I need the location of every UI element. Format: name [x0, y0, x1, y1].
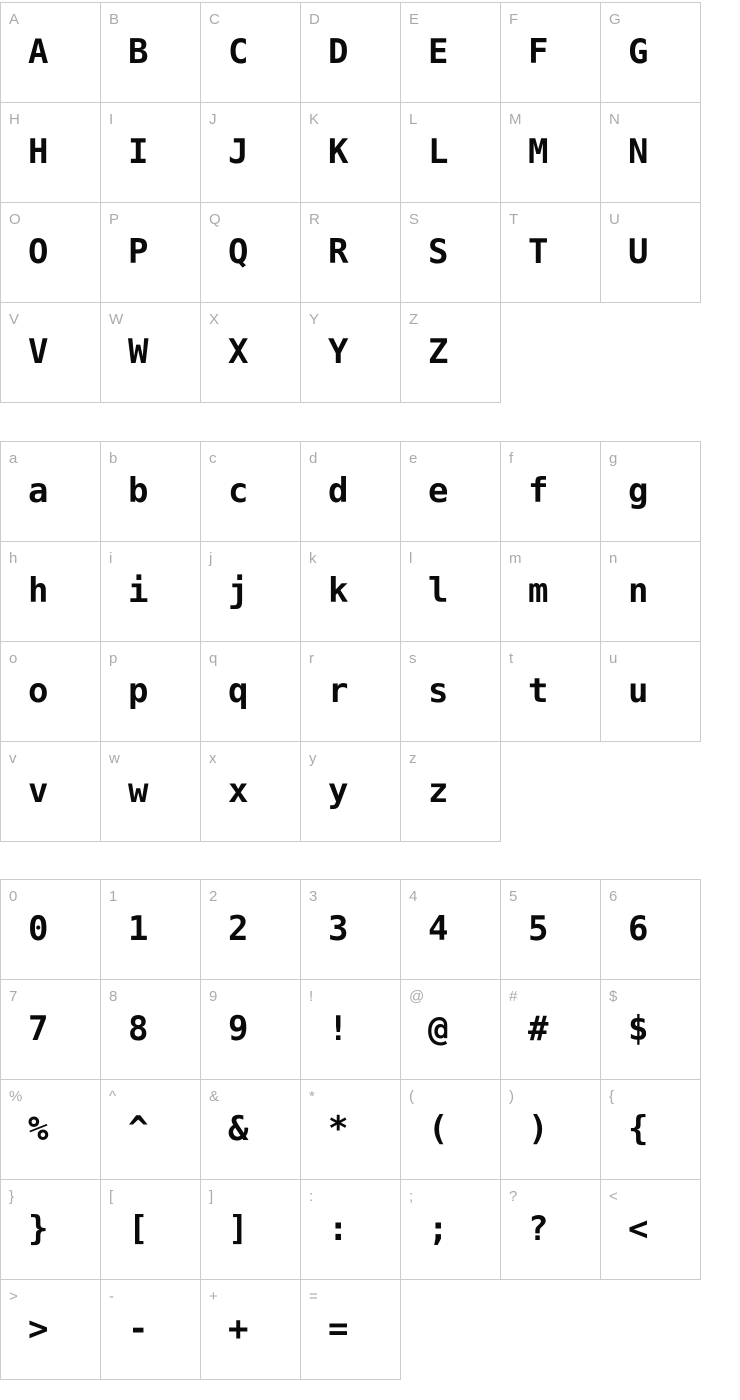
- cell-glyph: m: [528, 571, 547, 611]
- cell-character-label: m: [509, 550, 522, 567]
- cell-character-label: -: [109, 1288, 114, 1305]
- cell-glyph: N: [628, 132, 647, 172]
- cell-glyph: R: [328, 232, 347, 272]
- glyph-cell: [501, 642, 601, 742]
- glyph-cell: [401, 3, 501, 103]
- cell-glyph: S: [428, 232, 447, 272]
- cell-character-label: p: [109, 650, 118, 667]
- cell-glyph: :: [328, 1209, 347, 1249]
- glyph-cell: [201, 203, 301, 303]
- cell-character-label: &: [209, 1088, 220, 1105]
- glyph-cell: [501, 980, 601, 1080]
- glyph-cell: [501, 542, 601, 642]
- cell-character-label: W: [109, 311, 124, 328]
- cell-glyph: p: [128, 671, 147, 711]
- cell-character-label: v: [9, 750, 17, 767]
- cell-glyph: a: [28, 471, 47, 511]
- cell-glyph: H: [28, 132, 47, 172]
- glyph-cell: [501, 442, 601, 542]
- cell-character-label: x: [209, 750, 217, 767]
- cell-character-label: f: [509, 450, 514, 467]
- glyph-cell: [1, 303, 101, 403]
- cell-glyph: ?: [528, 1209, 547, 1249]
- cell-character-label: K: [309, 111, 320, 128]
- glyph-cell: [1, 442, 101, 542]
- cell-glyph: $: [628, 1009, 647, 1049]
- glyph-cell: [501, 103, 601, 203]
- glyph-cell: [601, 442, 701, 542]
- glyph-cell: [101, 103, 201, 203]
- cell-character-label: 2: [209, 888, 218, 905]
- cell-glyph: 3: [328, 909, 347, 949]
- cell-glyph: w: [128, 771, 147, 811]
- glyph-cell: [1, 3, 101, 103]
- glyph-cell: [1, 880, 101, 980]
- cell-glyph: =: [328, 1309, 347, 1349]
- cell-glyph: 6: [628, 909, 647, 949]
- cell-character-label: J: [209, 111, 217, 128]
- glyph-cell: [101, 203, 201, 303]
- cell-character-label: 8: [109, 988, 118, 1005]
- cell-glyph: b: [128, 471, 147, 511]
- cell-character-label: e: [409, 450, 418, 467]
- glyph-cell: [101, 3, 201, 103]
- cell-character-label: =: [309, 1288, 318, 1305]
- glyph-cell: [201, 1080, 301, 1180]
- cell-character-label: 5: [509, 888, 518, 905]
- cell-character-label: s: [409, 650, 417, 667]
- cell-character-label: ;: [409, 1188, 414, 1205]
- cell-character-label: ^: [109, 1088, 117, 1105]
- cell-character-label: O: [9, 211, 21, 228]
- cell-character-label: $: [609, 988, 618, 1005]
- cell-character-label: o: [9, 650, 18, 667]
- cell-glyph: y: [328, 771, 347, 811]
- section-uppercase: [0, 2, 701, 403]
- glyph-cell: [1, 642, 101, 742]
- cell-character-label: i: [109, 550, 113, 567]
- glyph-cell: [401, 303, 501, 403]
- cell-glyph: o: [28, 671, 47, 711]
- cell-glyph: 9: [228, 1009, 247, 1049]
- glyph-cell: [501, 1080, 601, 1180]
- glyph-cell: [401, 980, 501, 1080]
- cell-glyph: j: [228, 571, 247, 611]
- glyph-cell: [101, 1180, 201, 1280]
- glyph-cell: [1, 203, 101, 303]
- cell-character-label: X: [209, 311, 220, 328]
- glyph-cell: [201, 1280, 301, 1380]
- cell-character-label: ]: [209, 1188, 214, 1205]
- glyph-cell: [401, 442, 501, 542]
- glyph-cell: [401, 203, 501, 303]
- cell-character-label: r: [309, 650, 314, 667]
- cell-glyph: 8: [128, 1009, 147, 1049]
- glyph-cell: [201, 3, 301, 103]
- glyph-cell: [301, 1180, 401, 1280]
- cell-glyph: (: [428, 1109, 447, 1149]
- glyph-row: [1, 442, 701, 542]
- cell-glyph: Q: [228, 232, 247, 272]
- cell-character-label: U: [609, 211, 620, 228]
- cell-glyph: *: [328, 1109, 347, 1149]
- glyph-cell: [301, 1280, 401, 1380]
- glyph-row: [1, 980, 701, 1080]
- cell-character-label: A: [9, 11, 20, 28]
- glyph-row: [1, 542, 701, 642]
- cell-glyph: q: [228, 671, 247, 711]
- glyph-cell: [301, 542, 401, 642]
- cell-glyph: I: [128, 132, 147, 172]
- cell-character-label: n: [609, 550, 618, 567]
- cell-glyph: ): [528, 1109, 547, 1149]
- cell-glyph: #: [528, 1009, 547, 1049]
- cell-glyph: }: [28, 1209, 47, 1249]
- cell-character-label: V: [9, 311, 20, 328]
- cell-glyph: r: [328, 671, 347, 711]
- cell-character-label: 9: [209, 988, 218, 1005]
- cell-glyph: v: [28, 771, 47, 811]
- cell-character-label: Z: [409, 311, 419, 328]
- glyph-cell: [1, 1180, 101, 1280]
- glyph-cell: [101, 980, 201, 1080]
- cell-glyph: <: [628, 1209, 647, 1249]
- cell-character-label: y: [309, 750, 317, 767]
- cell-character-label: 0: [9, 888, 18, 905]
- cell-character-label: P: [109, 211, 120, 228]
- glyph-cell: [201, 103, 301, 203]
- cell-glyph: L: [428, 132, 447, 172]
- glyph-cell: [401, 880, 501, 980]
- cell-glyph: U: [628, 232, 647, 272]
- cell-glyph: Z: [428, 332, 447, 372]
- cell-glyph: s: [428, 671, 447, 711]
- cell-glyph: f: [528, 471, 547, 511]
- glyph-row: [1, 880, 701, 980]
- glyph-row: [1, 303, 701, 403]
- cell-character-label: [: [109, 1188, 114, 1205]
- cell-character-label: T: [509, 211, 519, 228]
- cell-glyph: ^: [128, 1109, 147, 1149]
- glyph-cell: [601, 3, 701, 103]
- cell-character-label: H: [9, 111, 20, 128]
- cell-character-label: S: [409, 211, 420, 228]
- glyph-row: [1, 1080, 701, 1180]
- glyph-cell: [601, 642, 701, 742]
- glyph-cell: [301, 880, 401, 980]
- cell-glyph: T: [528, 232, 547, 272]
- cell-glyph: k: [328, 571, 347, 611]
- glyph-cell: [601, 980, 701, 1080]
- cell-glyph: 2: [228, 909, 247, 949]
- cell-character-label: N: [609, 111, 620, 128]
- cell-glyph: P: [128, 232, 147, 272]
- cell-glyph: W: [128, 332, 147, 372]
- cell-character-label: t: [509, 650, 514, 667]
- glyph-row: [1, 1280, 701, 1380]
- glyph-cell: [201, 742, 301, 842]
- cell-character-label: h: [9, 550, 18, 567]
- glyph-cell: [1, 980, 101, 1080]
- cell-character-label: d: [309, 450, 318, 467]
- cell-glyph: 0: [28, 909, 47, 949]
- glyph-cell: [401, 1080, 501, 1180]
- glyph-row: [1, 642, 701, 742]
- glyph-row: [1, 1180, 701, 1280]
- glyph-cell: [101, 1280, 201, 1380]
- cell-glyph: 4: [428, 909, 447, 949]
- cell-glyph: n: [628, 571, 647, 611]
- cell-glyph: A: [28, 32, 47, 72]
- cell-character-label: w: [109, 750, 120, 767]
- glyph-cell: [301, 203, 401, 303]
- cell-glyph: l: [428, 571, 447, 611]
- cell-glyph: &: [228, 1109, 247, 1149]
- glyph-cell: [1, 1080, 101, 1180]
- cell-glyph: 7: [28, 1009, 47, 1049]
- glyph-cell: [301, 303, 401, 403]
- glyph-cell: [601, 103, 701, 203]
- cell-character-label: {: [609, 1088, 615, 1105]
- cell-character-label: Y: [309, 311, 320, 328]
- glyph-cell: [101, 742, 201, 842]
- glyph-row: [1, 3, 701, 103]
- cell-character-label: B: [109, 11, 120, 28]
- glyph-cell: [301, 642, 401, 742]
- glyph-cell: [201, 442, 301, 542]
- cell-character-label: R: [309, 211, 320, 228]
- cell-character-label: Q: [209, 211, 221, 228]
- glyph-cell: [501, 1180, 601, 1280]
- cell-glyph: i: [128, 571, 147, 611]
- glyph-cell: [601, 1180, 701, 1280]
- glyph-cell: [501, 3, 601, 103]
- cell-character-label: c: [209, 450, 217, 467]
- cell-character-label: E: [409, 11, 420, 28]
- cell-glyph: {: [628, 1109, 647, 1149]
- cell-character-label: D: [309, 11, 320, 28]
- cell-character-label: %: [9, 1088, 23, 1105]
- glyph-cell: [1, 1280, 101, 1380]
- cell-character-label: 7: [9, 988, 18, 1005]
- cell-glyph: G: [628, 32, 647, 72]
- cell-character-label: +: [209, 1288, 218, 1305]
- cell-glyph: +: [228, 1309, 247, 1349]
- cell-glyph: [: [128, 1209, 147, 1249]
- cell-glyph: Y: [328, 332, 347, 372]
- cell-glyph: e: [428, 471, 447, 511]
- cell-character-label: 1: [109, 888, 118, 905]
- section-symbols: [0, 879, 701, 1380]
- glyph-cell: [101, 303, 201, 403]
- glyph-cell: [201, 642, 301, 742]
- cell-character-label: a: [9, 450, 18, 467]
- cell-glyph: %: [28, 1109, 47, 1149]
- cell-glyph: B: [128, 32, 147, 72]
- glyph-cell: [501, 880, 601, 980]
- cell-character-label: #: [509, 988, 518, 1005]
- glyph-cell: [101, 1080, 201, 1180]
- cell-character-label: ): [509, 1088, 514, 1105]
- glyph-cell: [401, 742, 501, 842]
- cell-glyph: !: [328, 1009, 347, 1049]
- glyph-cell: [301, 442, 401, 542]
- glyph-cell: [401, 1180, 501, 1280]
- cell-character-label: l: [409, 550, 413, 567]
- cell-glyph: >: [28, 1309, 47, 1349]
- glyph-cell: [501, 203, 601, 303]
- cell-glyph: ;: [428, 1209, 447, 1249]
- cell-glyph: t: [528, 671, 547, 711]
- cell-glyph: V: [28, 332, 47, 372]
- cell-glyph: X: [228, 332, 247, 372]
- cell-character-label: j: [209, 550, 213, 567]
- cell-character-label: b: [109, 450, 118, 467]
- cell-glyph: @: [428, 1009, 447, 1049]
- glyph-cell: [601, 880, 701, 980]
- glyph-cell: [601, 1080, 701, 1180]
- cell-character-label: *: [309, 1088, 315, 1105]
- glyph-cell: [401, 103, 501, 203]
- cell-character-label: :: [309, 1188, 314, 1205]
- glyph-cell: [1, 742, 101, 842]
- cell-glyph: J: [228, 132, 247, 172]
- glyph-cell: [301, 1080, 401, 1180]
- glyph-cell: [201, 880, 301, 980]
- cell-character-label: q: [209, 650, 218, 667]
- cell-character-label: ?: [509, 1188, 518, 1205]
- glyph-row: [1, 742, 701, 842]
- glyph-cell: [201, 1180, 301, 1280]
- cell-glyph: x: [228, 771, 247, 811]
- cell-glyph: z: [428, 771, 447, 811]
- glyph-cell: [601, 203, 701, 303]
- cell-character-label: @: [409, 988, 425, 1005]
- glyph-cell: [301, 742, 401, 842]
- glyph-cell: [401, 542, 501, 642]
- cell-glyph: d: [328, 471, 347, 511]
- cell-glyph: g: [628, 471, 647, 511]
- cell-glyph: u: [628, 671, 647, 711]
- cell-character-label: (: [409, 1088, 414, 1105]
- cell-glyph: E: [428, 32, 447, 72]
- cell-glyph: C: [228, 32, 247, 72]
- cell-character-label: C: [209, 11, 220, 28]
- cell-glyph: K: [328, 132, 347, 172]
- cell-glyph: F: [528, 32, 547, 72]
- glyph-cell: [101, 542, 201, 642]
- glyph-cell: [401, 642, 501, 742]
- cell-glyph: M: [528, 132, 547, 172]
- cell-glyph: D: [328, 32, 347, 72]
- cell-character-label: L: [409, 111, 418, 128]
- glyph-row: [1, 103, 701, 203]
- cell-glyph: 5: [528, 909, 547, 949]
- glyph-cell: [301, 3, 401, 103]
- cell-character-label: 6: [609, 888, 618, 905]
- cell-character-label: <: [609, 1188, 618, 1205]
- glyph-cell: [101, 642, 201, 742]
- cell-character-label: 4: [409, 888, 418, 905]
- glyph-cell: [301, 103, 401, 203]
- cell-character-label: }: [9, 1188, 15, 1205]
- section-lowercase: [0, 441, 701, 842]
- cell-glyph: 1: [128, 909, 147, 949]
- cell-glyph: ]: [228, 1209, 247, 1249]
- glyph-cell: [201, 303, 301, 403]
- glyph-cell: [101, 442, 201, 542]
- cell-character-label: I: [109, 111, 114, 128]
- glyph-cell: [101, 880, 201, 980]
- cell-glyph: c: [228, 471, 247, 511]
- glyph-cell: [201, 542, 301, 642]
- cell-character-label: z: [409, 750, 417, 767]
- glyph-cell: [601, 542, 701, 642]
- cell-glyph: -: [128, 1309, 147, 1349]
- cell-character-label: !: [309, 988, 314, 1005]
- cell-character-label: g: [609, 450, 618, 467]
- cell-character-label: F: [509, 11, 519, 28]
- glyph-cell: [1, 103, 101, 203]
- cell-character-label: >: [9, 1288, 18, 1305]
- cell-character-label: G: [609, 11, 621, 28]
- cell-glyph: h: [28, 571, 47, 611]
- glyph-cell: [201, 980, 301, 1080]
- glyph-row: [1, 203, 701, 303]
- cell-glyph: O: [28, 232, 47, 272]
- glyph-cell: [301, 980, 401, 1080]
- cell-character-label: 3: [309, 888, 318, 905]
- cell-character-label: u: [609, 650, 618, 667]
- cell-character-label: M: [509, 111, 522, 128]
- cell-character-label: k: [309, 550, 317, 567]
- glyph-cell: [1, 542, 101, 642]
